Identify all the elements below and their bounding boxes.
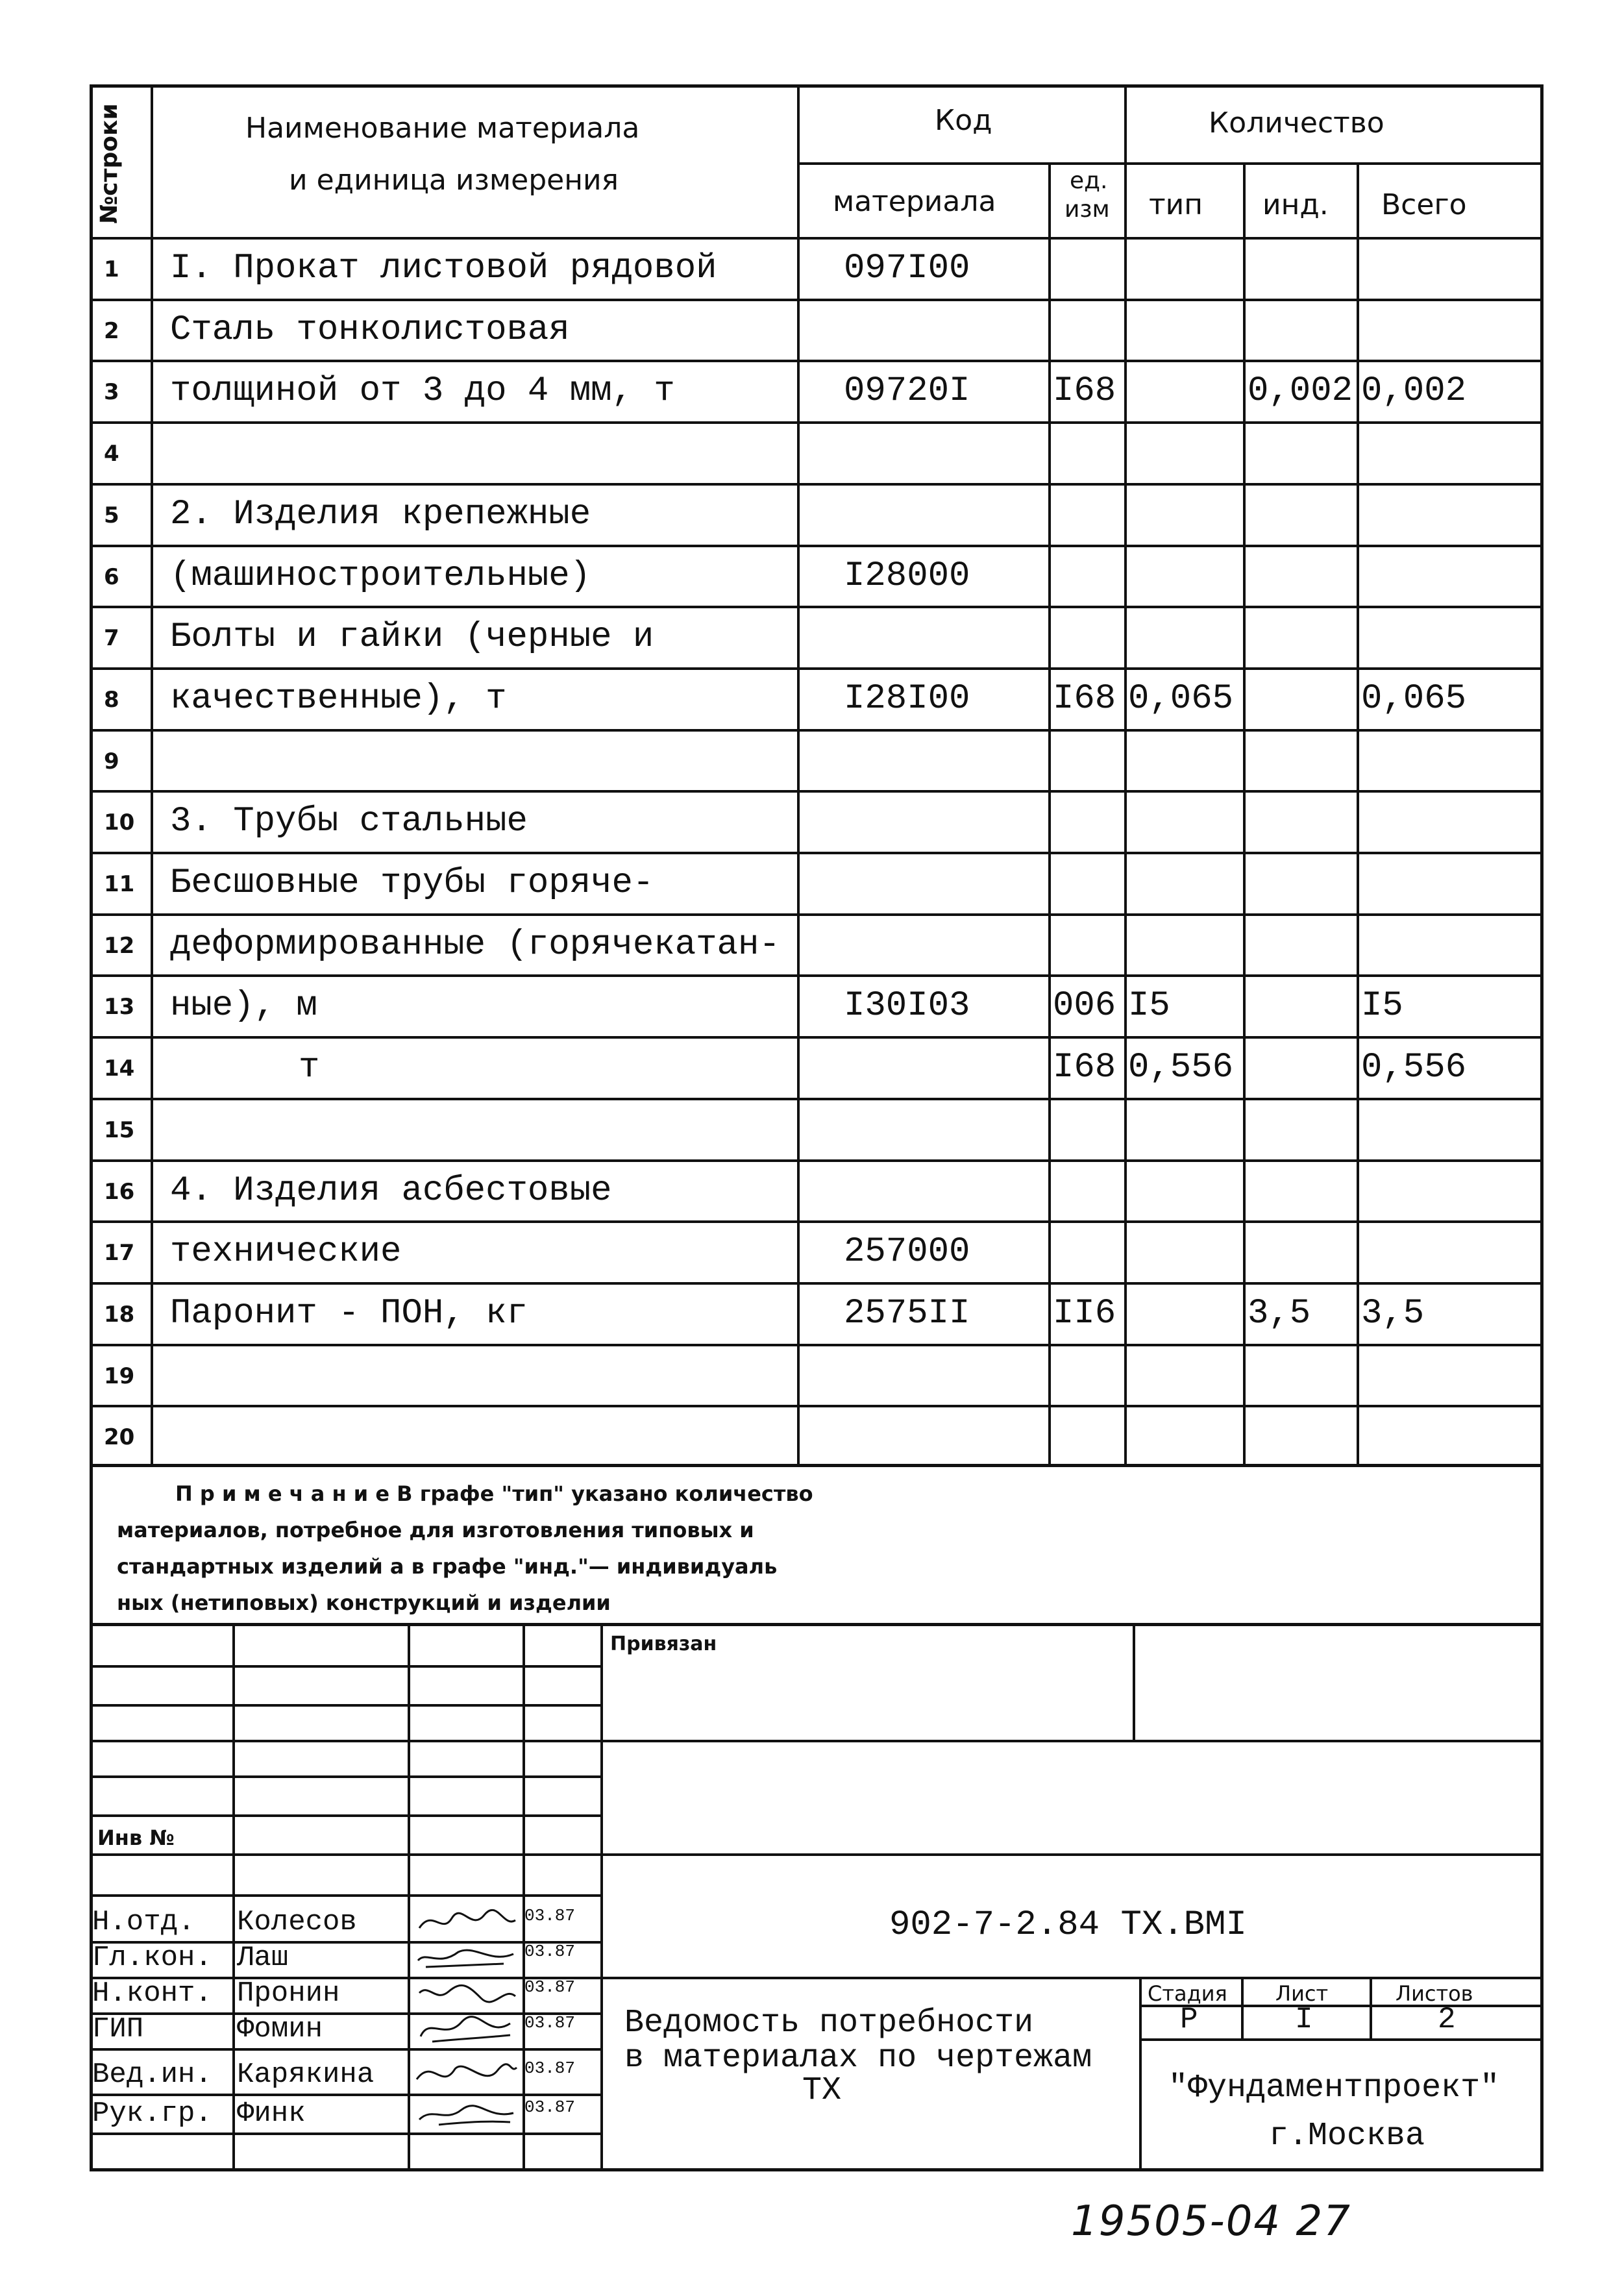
- approval-date: 03.87: [524, 1906, 576, 1925]
- row-number: 19: [104, 1363, 135, 1389]
- row-number: 16: [104, 1178, 135, 1205]
- material-code: 09720I: [844, 371, 970, 412]
- stamp-row-line: [90, 1775, 600, 1778]
- sheets-label: Листов: [1396, 1981, 1473, 2006]
- approval-name: Пронин: [237, 1977, 340, 2010]
- row-number: 5: [104, 502, 119, 528]
- row-number: 1: [104, 256, 119, 282]
- quantity-header: Количество: [1209, 106, 1384, 140]
- stamp-row-line: [90, 2048, 600, 2051]
- unit-code: I68: [1053, 678, 1116, 719]
- rownum-header: №строки: [96, 103, 123, 224]
- row-divider: [90, 1098, 1544, 1100]
- row-number: 18: [104, 1301, 135, 1328]
- signature-scribble: [413, 1938, 520, 1977]
- unit-header-line1: ед.: [1070, 167, 1108, 194]
- qty-total: 0,556: [1361, 1048, 1467, 1088]
- material-code: 097I00: [844, 249, 970, 288]
- row-number: 17: [104, 1240, 135, 1267]
- note-line-4: ных (нетиповых) конструкций и изделии: [117, 1590, 611, 1615]
- col-line: [151, 84, 153, 1467]
- material-name: деформированные (горячекатан-: [170, 924, 780, 965]
- row-divider: [90, 1220, 1544, 1223]
- stamp-row-line: [90, 1740, 600, 1742]
- col-line: [1357, 162, 1359, 1467]
- ind-header: инд.: [1262, 188, 1329, 221]
- row-divider: [90, 1159, 1544, 1162]
- approval-role: Рук.гр.: [92, 2097, 212, 2130]
- approval-role: Н.конт.: [92, 1977, 212, 2010]
- material-name: 2. Изделия крепежные: [170, 494, 591, 534]
- stamp-row-line: [600, 1740, 1544, 1742]
- material-header: материала: [833, 185, 996, 218]
- row-number: 10: [104, 810, 135, 836]
- sheets-value: 2: [1438, 2003, 1456, 2036]
- stamp-col-line: [1370, 1977, 1372, 2038]
- approval-role: Гл.кон.: [92, 1942, 212, 1974]
- row-divider: [90, 483, 1544, 486]
- material-name: Болты и гайки (черные и: [170, 617, 654, 658]
- material-name: Сталь тонколистовая: [170, 310, 570, 350]
- approval-date: 03.87: [524, 1942, 576, 1961]
- approval-date: 03.87: [524, 2097, 576, 2117]
- approval-date: 03.87: [524, 2058, 576, 2078]
- approval-name: Фомин: [237, 2013, 323, 2046]
- qty-type: 0,065: [1128, 678, 1234, 719]
- qty-type: 0,556: [1128, 1048, 1234, 1088]
- note-line-1: П р и м е ч а н и е В графе "тип" указано количество: [175, 1481, 813, 1506]
- approval-name: Лаш: [237, 1942, 289, 1974]
- stamp-row-line: [90, 1814, 600, 1817]
- row-number: 3: [104, 379, 119, 406]
- row-number: 7: [104, 625, 119, 652]
- row-number: 6: [104, 563, 119, 590]
- approval-name: Колесов: [237, 1906, 357, 1938]
- material-code: I30I03: [844, 986, 970, 1026]
- qty-type: I5: [1128, 986, 1170, 1026]
- row-number: 8: [104, 686, 119, 713]
- unit-code: I68: [1053, 1048, 1116, 1088]
- material-code: I28I00: [844, 678, 970, 719]
- stamp-row-line: [90, 1894, 600, 1897]
- header-bottom-line: [90, 237, 1544, 240]
- row-number: 13: [104, 994, 135, 1020]
- qty-total: 3,5: [1361, 1293, 1425, 1333]
- document-code: 902-7-2.84 TX.BMI: [889, 1905, 1247, 1945]
- inventory-number-label: Инв №: [97, 1825, 175, 1850]
- note-line-2: материалов, потребное для изготовления типовых и: [117, 1518, 754, 1542]
- approval-date: 03.87: [524, 2013, 576, 2033]
- row-number: 14: [104, 1056, 135, 1082]
- sheet-value: I: [1295, 2003, 1313, 2036]
- row-number: 2: [104, 317, 119, 344]
- bound-label: Привязан: [610, 1633, 717, 1655]
- unit-code: I68: [1053, 371, 1116, 412]
- document-title-line3: TX: [802, 2072, 842, 2109]
- sheet-label: Лист: [1275, 1981, 1329, 2006]
- qty-total: 0,065: [1361, 678, 1467, 719]
- unit-code: 006: [1053, 986, 1116, 1026]
- approval-role: Вед.ин.: [92, 2058, 212, 2091]
- row-number: 12: [104, 932, 135, 959]
- stage-value: Р: [1180, 2003, 1198, 2036]
- qty-ind: 0,002: [1248, 371, 1353, 412]
- name-header-line2: и единица измерения: [289, 164, 619, 197]
- approval-name: Финк: [237, 2097, 306, 2130]
- material-code: I28000: [844, 556, 970, 596]
- code-header: Код: [935, 104, 992, 137]
- material-name: 4. Изделия асбестовые: [170, 1170, 612, 1211]
- stamp-row-line: [90, 2012, 600, 2015]
- stage-label: Стадия: [1148, 1981, 1227, 2006]
- approval-name: Карякина: [237, 2058, 375, 2091]
- qty-ind: 3,5: [1248, 1293, 1311, 1333]
- row-number: 15: [104, 1117, 135, 1143]
- row-divider: [90, 606, 1544, 608]
- material-code: 2575II: [844, 1293, 970, 1333]
- material-name: 3. Трубы стальные: [170, 802, 528, 842]
- approval-date: 03.87: [524, 1977, 576, 1997]
- approval-role: ГИП: [92, 2013, 144, 2046]
- unit-code: II6: [1053, 1293, 1116, 1333]
- row-number: 11: [104, 871, 135, 897]
- material-name: I. Прокат листовой рядовой: [170, 249, 717, 288]
- material-name: толщиной от 3 до 4 мм, т: [170, 371, 675, 412]
- row-divider: [90, 913, 1544, 916]
- stamp-col-line: [1133, 1623, 1135, 1740]
- stamp-col-line: [600, 1623, 603, 2171]
- approval-role: Н.отд.: [92, 1906, 195, 1938]
- footer-number: 19505-04 27: [1071, 2197, 1351, 2245]
- header-mid-line: [797, 162, 1544, 165]
- row-divider: [90, 360, 1544, 362]
- row-divider: [90, 1405, 1544, 1407]
- signature-scribble: [413, 1973, 520, 2012]
- row-divider: [90, 421, 1544, 424]
- stamp-row-line: [90, 1704, 600, 1707]
- material-code: 257000: [844, 1232, 970, 1272]
- col-line: [1048, 162, 1051, 1467]
- signature-scribble: [413, 2009, 520, 2048]
- row-divider: [90, 545, 1544, 547]
- qty-total: I5: [1361, 986, 1403, 1026]
- stamp-row-line: [1139, 2038, 1544, 2041]
- stamp-row-line: [90, 2132, 600, 2135]
- material-name: (машиностроительные): [170, 556, 591, 596]
- row-divider: [90, 1344, 1544, 1346]
- stamp-row-line: [90, 1853, 1544, 1856]
- signature-scribble: [413, 1902, 520, 1941]
- organization-city: г.Москва: [1269, 2118, 1425, 2155]
- signature-scribble: [413, 2055, 520, 2094]
- document-title-line2: в материалах по чертежам: [624, 2040, 1092, 2077]
- name-header-line1: Наименование материала: [245, 112, 640, 145]
- row-divider: [90, 974, 1544, 977]
- material-name: технические: [170, 1232, 402, 1272]
- row-divider: [90, 790, 1544, 793]
- stamp-row-line: [90, 2094, 600, 2096]
- signature-scribble: [413, 2094, 520, 2132]
- row-divider: [90, 1282, 1544, 1285]
- row-number: 9: [104, 748, 119, 774]
- col-line: [1124, 84, 1127, 1467]
- material-name: ные), м: [170, 986, 317, 1026]
- stamp-col-line: [1241, 1977, 1244, 2038]
- row-divider: [90, 1036, 1544, 1039]
- row-divider: [90, 667, 1544, 670]
- row-number: 4: [104, 441, 119, 467]
- qty-total: 0,002: [1361, 371, 1467, 412]
- col-line: [1243, 162, 1246, 1467]
- material-name: Бесшовные трубы горяче-: [170, 863, 654, 903]
- row-divider: [90, 299, 1544, 301]
- row-divider: [90, 729, 1544, 732]
- stamp-row-line: [90, 1665, 600, 1668]
- row-divider: [90, 852, 1544, 854]
- document-title-line1: Ведомость потребности: [624, 2005, 1034, 2042]
- note-line-3: стандартных изделий а в графе "инд."— индивидуаль: [117, 1554, 778, 1579]
- total-header: Всего: [1381, 188, 1467, 221]
- organization-name: "Фундаментпроект": [1168, 2070, 1500, 2107]
- unit-header-line2: изм: [1064, 196, 1110, 223]
- material-name: Паронит - ПОН, кг: [170, 1293, 528, 1333]
- type-header: тип: [1149, 188, 1203, 221]
- material-name: т: [299, 1048, 320, 1088]
- row-number: 20: [104, 1424, 135, 1451]
- material-name: качественные), т: [170, 678, 507, 719]
- col-line: [797, 84, 800, 1467]
